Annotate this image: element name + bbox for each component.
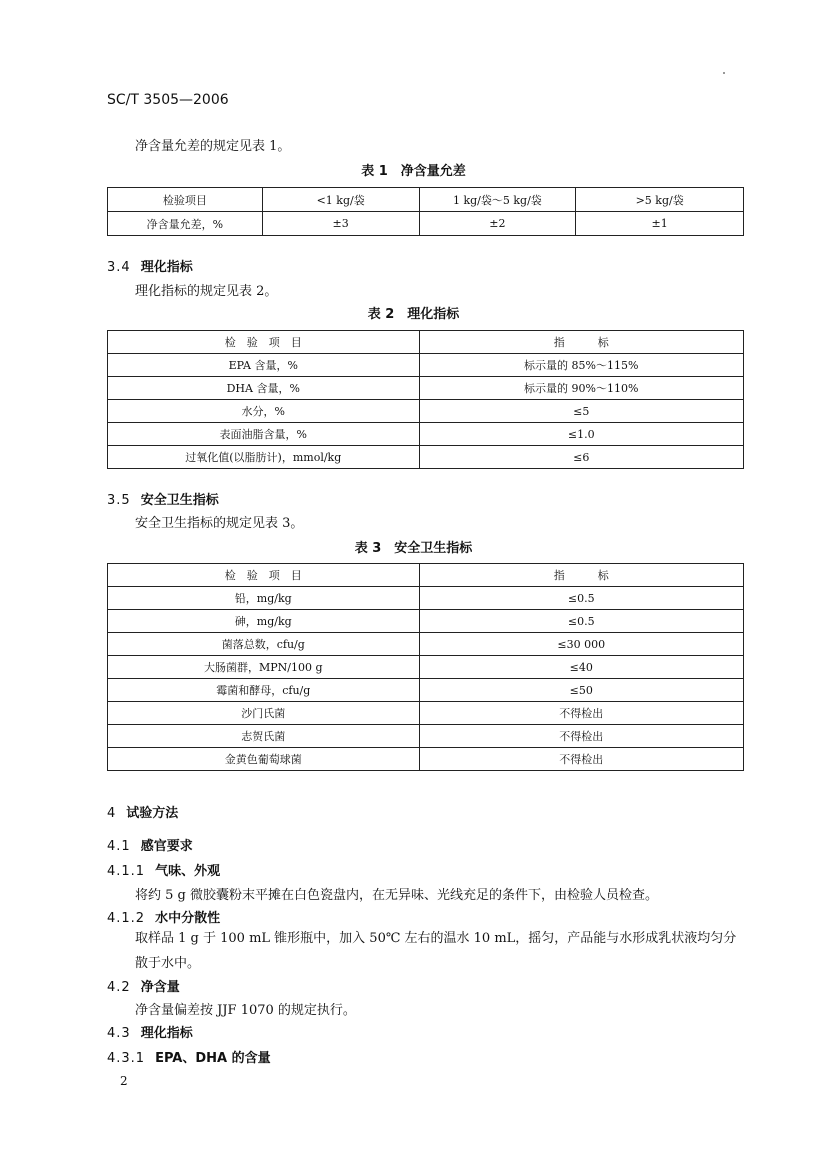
- table-row: [108, 377, 744, 400]
- table-header-row: [108, 188, 744, 212]
- page-number: 2: [120, 1074, 128, 1088]
- section-4-2-heading: [107, 976, 180, 995]
- table-cell: 不得检出: [419, 748, 743, 771]
- table-cell: 大肠菌群，MPN/100 g: [108, 656, 420, 679]
- section-number: 4.1.1: [107, 864, 146, 879]
- table-cell: 标示量的 85%～115%: [419, 354, 743, 377]
- section-4-1-2-heading: [107, 907, 220, 926]
- table-cell: 铅，mg/kg: [108, 587, 420, 610]
- table-row: [108, 679, 744, 702]
- table2-caption: 表 2 理化指标: [367, 307, 460, 322]
- section-number: 3.5: [107, 493, 131, 508]
- section-title: 理化指标: [140, 1026, 193, 1041]
- section-4-3-heading: [107, 1022, 193, 1041]
- table-header-cell: >5 kg/袋: [576, 188, 744, 212]
- section-title: 气味、外观: [155, 864, 221, 879]
- table-cell: 志贺氏菌: [108, 725, 420, 748]
- table-header-cell: 指 标: [419, 331, 743, 354]
- section-4-1-1-text: 将约 5 g 微胶囊粉末平摊在白色瓷盘内，在无异味、光线充足的条件下，由检验人员检查。: [135, 888, 658, 903]
- section-4-1-2-text: 取样品 1 g 于 100 mL 锥形瓶中，加入 50℃ 左右的温水 10 mL，摇匀，产品能与水形成乳状液均匀分散于水中。: [135, 931, 737, 971]
- section-number: 4.1: [107, 839, 131, 854]
- table-header-cell: 指 标: [419, 564, 743, 587]
- section-3-4-text: 理化指标的规定见表 2。: [135, 284, 278, 299]
- section-4-3-1-heading: [107, 1047, 271, 1066]
- table-cell: ≤0.5: [419, 610, 743, 633]
- table-cell: 菌落总数，cfu/g: [108, 633, 420, 656]
- scan-speck: [723, 72, 725, 74]
- table3-caption: 表 3 安全卫生指标: [354, 541, 473, 556]
- table-cell: ≤30 000: [419, 633, 743, 656]
- section-number: 4: [107, 806, 117, 821]
- table-header-cell: <1 kg/袋: [262, 188, 419, 212]
- section-title: 试验方法: [126, 806, 179, 821]
- section-title: 净含量: [140, 980, 180, 995]
- section-number: 4.2: [107, 980, 131, 995]
- table-cell: EPA 含量，%: [108, 354, 420, 377]
- table-cell: ≤5: [419, 400, 743, 423]
- table-header-cell: 检 验 项 目: [108, 331, 420, 354]
- table2: [107, 330, 744, 469]
- table-row: [108, 702, 744, 725]
- section-title: 水中分散性: [155, 911, 221, 926]
- table-cell: 水分，%: [108, 400, 420, 423]
- section-number: 4.1.2: [107, 911, 146, 926]
- table-cell: ≤6: [419, 446, 743, 469]
- section-title: EPA、DHA 的含量: [155, 1051, 271, 1066]
- table-header-cell: 检 验 项 目: [108, 564, 420, 587]
- table-row: [108, 423, 744, 446]
- section-title: 安全卫生指标: [140, 493, 219, 508]
- table1-caption: 表 1 净含量允差: [361, 164, 466, 179]
- table-row: [108, 212, 744, 236]
- section-title: 理化指标: [140, 260, 193, 275]
- standard-code: SC/T 3505—2006: [107, 92, 229, 108]
- table-cell: 沙门氏菌: [108, 702, 420, 725]
- section-4-1-heading: [107, 835, 193, 854]
- table-cell: 表面油脂含量，%: [108, 423, 420, 446]
- table-cell: ≤0.5: [419, 587, 743, 610]
- table-header-row: [108, 564, 744, 587]
- section-title: 感官要求: [140, 839, 193, 854]
- table-cell: 过氧化值(以脂肪计)，mmol/kg: [108, 446, 420, 469]
- table-cell: 霉菌和酵母，cfu/g: [108, 679, 420, 702]
- table-row: [108, 400, 744, 423]
- table1: [107, 187, 744, 236]
- table-cell: ≤50: [419, 679, 743, 702]
- table-row: [108, 656, 744, 679]
- table-row: [108, 610, 744, 633]
- table-cell: 净含量允差，%: [108, 212, 263, 236]
- table-cell: ≤40: [419, 656, 743, 679]
- section-number: 4.3.1: [107, 1051, 146, 1066]
- table-row: [108, 748, 744, 771]
- section-3-4-heading: [107, 256, 193, 275]
- section-4-1-1-heading: [107, 860, 220, 879]
- table-cell: 不得检出: [419, 725, 743, 748]
- table-row: [108, 446, 744, 469]
- section-number: 3.4: [107, 260, 131, 275]
- section-4-heading: [107, 802, 178, 821]
- table-header-row: [108, 331, 744, 354]
- table-row: [108, 354, 744, 377]
- table-header-cell: 1 kg/袋～5 kg/袋: [419, 188, 576, 212]
- table-row: [108, 587, 744, 610]
- table-cell: ±3: [262, 212, 419, 236]
- table-row: [108, 633, 744, 656]
- table-cell: 标示量的 90%～110%: [419, 377, 743, 400]
- table3: [107, 563, 744, 771]
- table-cell: ±2: [419, 212, 576, 236]
- section-4-2-text: 净含量偏差按 JJF 1070 的规定执行。: [135, 1003, 356, 1018]
- table-header-cell: 检验项目: [108, 188, 263, 212]
- table-cell: DHA 含量，%: [108, 377, 420, 400]
- section-3-5-text: 安全卫生指标的规定见表 3。: [135, 516, 304, 531]
- table-cell: 金黄色葡萄球菌: [108, 748, 420, 771]
- intro-paragraph: 净含量允差的规定见表 1。: [135, 139, 291, 154]
- table-row: [108, 725, 744, 748]
- table-cell: ≤1.0: [419, 423, 743, 446]
- table-cell: 砷，mg/kg: [108, 610, 420, 633]
- section-3-5-heading: [107, 489, 219, 508]
- table-cell: ±1: [576, 212, 744, 236]
- table-cell: 不得检出: [419, 702, 743, 725]
- section-number: 4.3: [107, 1026, 131, 1041]
